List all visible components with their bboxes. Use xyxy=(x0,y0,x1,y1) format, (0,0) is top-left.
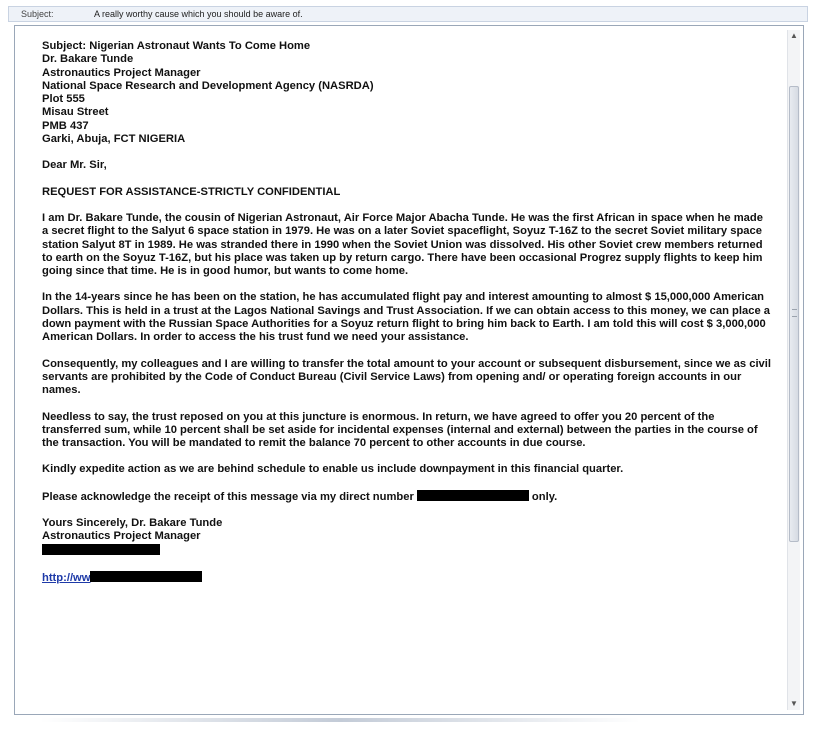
paragraph-6 xyxy=(42,490,772,504)
closing-title: Astronautics Project Manager xyxy=(42,530,201,543)
redacted-phone-number xyxy=(417,490,529,501)
signature-line: Astronautics Project Manager xyxy=(42,66,201,79)
signature-line: Misau Street xyxy=(42,106,109,119)
redacted-email-line xyxy=(42,544,772,558)
paragraph-3: Consequently, my colleagues and I are willing to transfer the total amount to your account or subsequent disbursement, since we as civil servants are prohibited by the Code of Conduct Bureau (Civil Service Laws) from opening and/ or operating foreign accounts in our names. xyxy=(42,357,772,397)
signature-line: National Space Research and Development Agency (NASRDA) xyxy=(42,79,374,92)
signature-line: Garki, Abuja, FCT NIGERIA xyxy=(42,133,186,146)
signature-line: Subject: Nigerian Astronaut Wants To Come Home xyxy=(42,40,311,52)
message-heading: REQUEST FOR ASSISTANCE-STRICTLY CONFIDENTIAL xyxy=(42,185,341,198)
vertical-scrollbar[interactable] xyxy=(787,30,800,710)
acknowledge-text-end: only. xyxy=(528,490,558,503)
subject-value: A really worthy cause which you should be aware of. xyxy=(94,9,303,19)
subject-label: Subject: xyxy=(21,9,54,19)
signature-line: Plot 555 xyxy=(42,93,85,106)
message-body xyxy=(42,40,772,585)
closing: Yours Sincerely, Dr. Bakare Tunde xyxy=(42,517,223,530)
redacted-email[interactable] xyxy=(42,544,160,555)
message-header-bar xyxy=(8,6,808,22)
scroll-down-icon[interactable]: ▼ xyxy=(790,699,798,708)
signature-line: Dr. Bakare Tunde xyxy=(42,53,134,66)
message-body-frame[interactable] xyxy=(14,25,804,715)
scroll-up-icon[interactable]: ▲ xyxy=(790,31,798,40)
signature-line: PMB 437 xyxy=(42,119,89,132)
scroll-thumb[interactable] xyxy=(789,86,799,542)
paragraph-4: Needless to say, the trust reposed on you at this juncture is enormous. In return, we have agreed to offer you 20 percent of the transferred sum, while 10 percent shall be set aside for incidental expenses (internal and external) between the parties in the course of the transaction. You will be mandated to remit the balance 70 percent to other accounts in due course. xyxy=(42,410,758,450)
paragraph-2: In the 14-years since he has been on the station, he has accumulated flight pay and interest amounting to almost $ 15,000,000 American Dollars. This is held in a trust at the Lagos National Savings and Trust Association. If we can obtain access to this money, we can place a down payment with the Russian Space Authorities for a Soyuz return flight to bring him back to Earth. I am told this will cost $ 3,000,000 American Dollars. In order to access the his trust fund we need your assistance. xyxy=(42,291,770,344)
greeting: Dear Mr. Sir, xyxy=(42,159,107,172)
website-link[interactable]: http://ww xyxy=(42,571,91,584)
paragraph-1: I am Dr. Bakare Tunde, the cousin of Nigerian Astronaut, Air Force Major Abacha Tunde. He was the first African in space when he made a secret flight to the Salyut 6 space station in 1979. He was on a later Soviet spaceflight, Soyuz T-16Z to the secret Soviet military space station Salyut 8T in 1989. He was stranded there in 1990 when the Soviet Union was dissolved. His other Soviet crew members returned to earth on the Soyuz T-16Z, but his place was taken up by return cargo. There have been occasional Progrez supply flights to keep him going since that time. He is in good humor, but wants to come home. xyxy=(42,211,763,278)
paragraph-5: Kindly expedite action as we are behind schedule to enable us include downpayment in this financial quarter. xyxy=(42,463,624,476)
window-bottom-shadow xyxy=(40,718,640,722)
link-line xyxy=(42,571,772,585)
acknowledge-text: Please acknowledge the receipt of this message via my direct number xyxy=(42,490,414,503)
redacted-url xyxy=(90,571,202,582)
grip-icon xyxy=(792,309,797,317)
